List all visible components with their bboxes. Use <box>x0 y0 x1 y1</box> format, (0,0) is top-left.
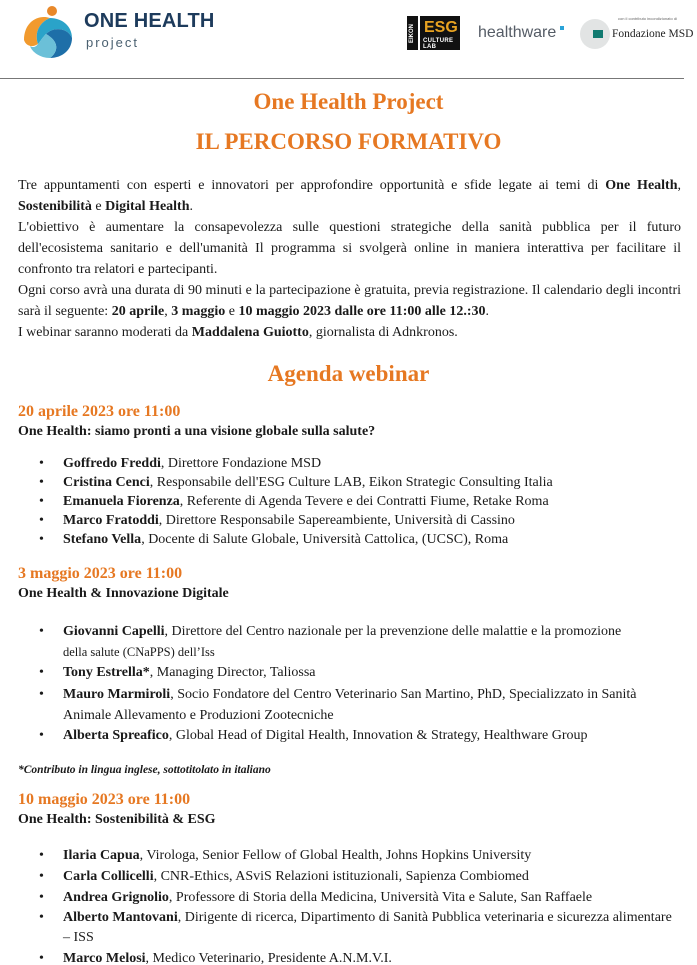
fondazione-msd-logo <box>580 16 697 50</box>
speaker-item: • Andrea Grignolio, Professore di Storia della Medicina, Università Vita e Salute, San Raffaele <box>18 887 681 908</box>
speaker-item: • Mauro Marmiroli, Socio Fondatore del Centro Veterinario San Martino, PhD, Specializzato in Sanità Animale Allevamento e Produzioni Zootecniche <box>18 684 681 726</box>
header-divider <box>0 78 684 79</box>
speaker-item: • Marco Fratoddi, Direttore Responsabile Sapereambiente, Università di Cassino <box>18 511 681 530</box>
intro-text <box>18 175 681 343</box>
one-health-logo-icon <box>18 4 82 60</box>
speaker-list <box>18 845 681 965</box>
eikon-esg-logo <box>407 16 461 50</box>
session-3 <box>18 790 681 965</box>
msd-mark-icon <box>593 30 603 38</box>
msd-top-label: con il contributo incondizionato di <box>618 16 677 21</box>
session-date: 20 aprile 2023 ore 11:00 <box>18 403 181 420</box>
healthware-logo: healthware <box>478 24 557 41</box>
logo-subtitle: project <box>86 35 140 50</box>
intro-paragraph-2: L'obiettivo è aumentare la consapevolezza sulle questioni strategiche della sanità pubblica per il futuro dell'ecosistema sanitario e dell'umanità Il programma si svolgerà online in maniera interattiva per facilitare il confronto tra relatori e partecipanti. <box>18 220 681 277</box>
translation-note: *Contributo in lingua inglese, sottotitolato in italiano <box>18 764 271 776</box>
msd-label: Fondazione MSD <box>612 28 694 40</box>
session-title: One Health & Innovazione Digitale <box>18 586 229 601</box>
session-date: 10 maggio 2023 ore 11:00 <box>18 791 191 808</box>
session-date: 3 maggio 2023 ore 11:00 <box>18 565 183 582</box>
session-1 <box>18 402 681 549</box>
speaker-list <box>18 454 681 549</box>
logo-title: ONE HEALTH <box>84 10 215 32</box>
speaker-item: • Goffredo Freddi, Direttore Fondazione MSD <box>18 454 681 473</box>
header <box>0 0 697 78</box>
speaker-item: • Tony Estrella*, Managing Director, Taliossa <box>18 663 681 684</box>
speaker-item: • Marco Melosi, Medico Veterinario, Presidente A.N.M.V.I. <box>18 948 681 965</box>
esg-box <box>420 16 460 50</box>
intro-paragraph-3: Ogni corso avrà una durata di 90 minuti e la partecipazione è gratuita, previa registrazione. Il calendario degli incontri sarà il seguente: 20 aprile, 3 maggio e 10 maggio 2023 dalle ore 11:00 alle 12.:30. <box>18 283 681 319</box>
course-title: IL PERCORSO FORMATIVO <box>195 129 502 154</box>
project-title: One Health Project <box>253 89 444 114</box>
eikon-label: EIKON <box>407 16 418 50</box>
speaker-item: • Cristina Cenci, Responsabile dell'ESG Culture LAB, Eikon Strategic Consulting Italia <box>18 473 681 492</box>
speaker-list <box>18 621 681 746</box>
speaker-item: • Emanuela Fiorenza, Referente di Agenda Tevere e dei Contratti Fiume, Retake Roma <box>18 492 681 511</box>
session-title: One Health: siamo pronti a una visione globale sulla salute? <box>18 424 376 439</box>
agenda-title: Agenda webinar <box>267 361 430 386</box>
healthware-dot-icon <box>560 26 564 30</box>
speaker-item: • Stefano Vella, Docente di Salute Globale, Università Cattolica, (UCSC), Roma <box>18 530 681 549</box>
esg-culture-lab-label: CULTURE LAB <box>423 38 454 50</box>
intro-paragraph-1: Tre appuntamenti con esperti e innovatori per approfondire opportunità e sfide legate ai temi di One Health, Sostenibilità e Digital Health. <box>18 178 681 214</box>
speaker-item: • Ilaria Capua, Virologa, Senior Fellow of Global Health, Johns Hopkins University <box>18 845 681 866</box>
session-title: One Health: Sostenibilità & ESG <box>18 812 216 827</box>
speaker-item: • Carla Collicelli, CNR-Ethics, ASviS Relazioni istituzionali, Sapienza Combiomed <box>18 866 681 887</box>
esg-label: ESG <box>424 19 458 36</box>
intro-paragraph-4: I webinar saranno moderati da Maddalena Guiotto, giornalista di Adnkronos. <box>18 325 458 340</box>
speaker-item: • Giovanni Capelli, Direttore del Centro nazionale per la prevenzione delle malattie e la promozione della salute (CNaPPS) dell’Iss <box>18 621 681 663</box>
session-2 <box>18 564 681 746</box>
speaker-item: • Alberta Spreafico, Global Head of Digital Health, Innovation & Strategy, Healthware Group <box>18 726 681 747</box>
speaker-item: • Alberto Mantovani, Dirigente di ricerca, Dipartimento di Sanità Pubblica veterinaria e sicurezza alimentare – ISS <box>18 908 681 948</box>
